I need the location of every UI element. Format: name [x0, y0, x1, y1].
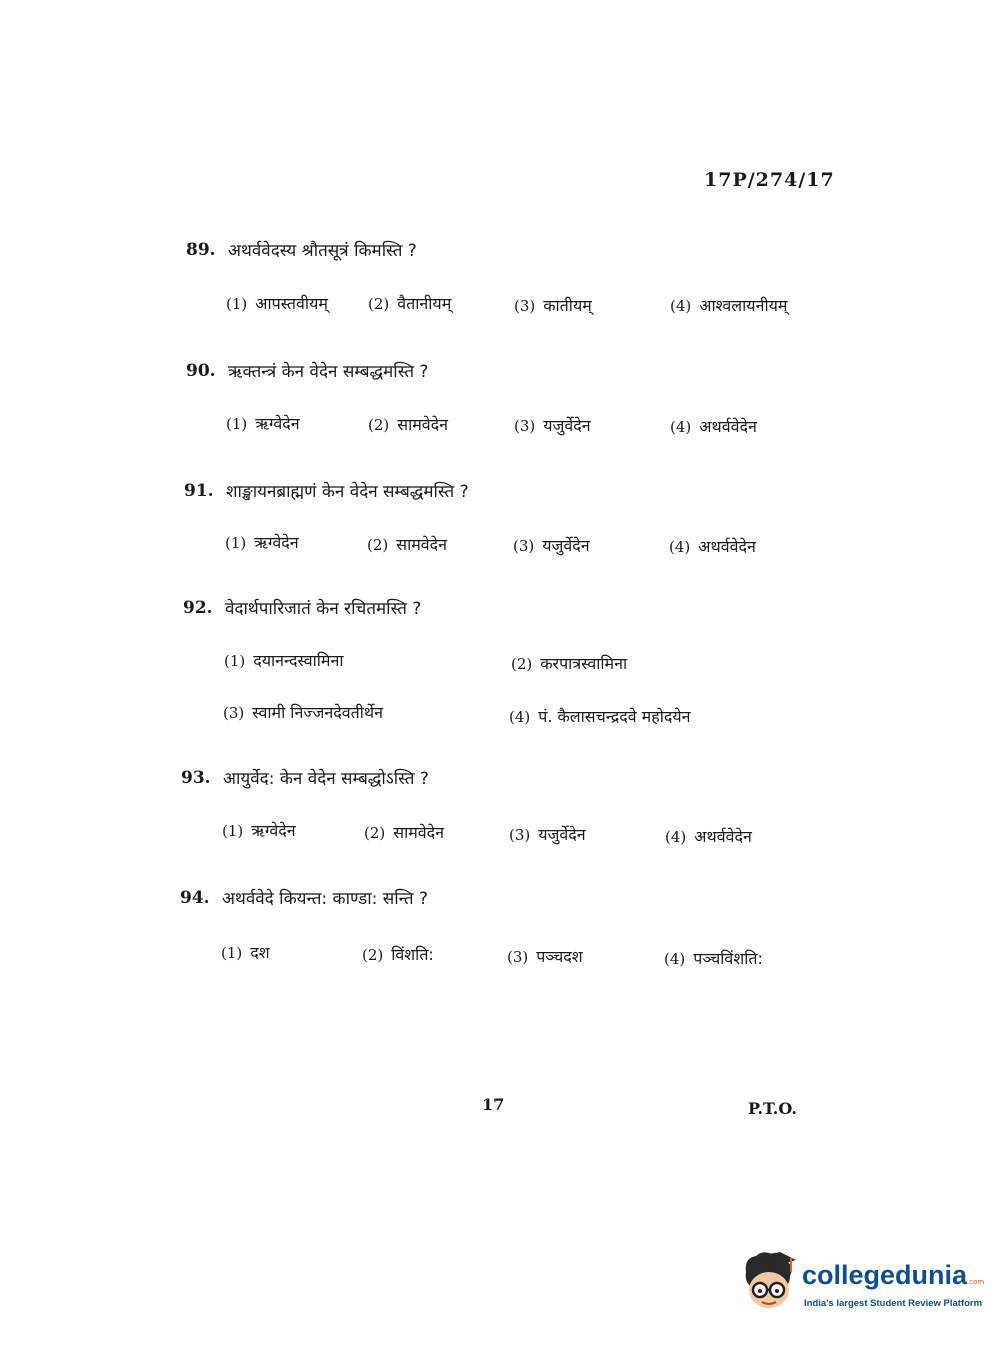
option-text: अथर्ववेदेन [694, 827, 752, 846]
option-number: (4) [509, 708, 531, 726]
option-number: (1) [222, 822, 244, 840]
option-2 [362, 943, 434, 965]
option-text: विंशति: [391, 945, 434, 964]
option-2 [511, 652, 627, 674]
option-number: (2) [368, 416, 390, 434]
option-text: ऋग्वेदेन [251, 821, 296, 840]
option-number: (2) [362, 946, 384, 964]
option-number: (3) [514, 417, 536, 435]
mascot-icon [740, 1250, 798, 1312]
paper-code: 17P/274/17 [704, 169, 835, 191]
option-2 [368, 413, 448, 435]
option-number: (2) [367, 536, 389, 554]
option-1 [222, 819, 296, 841]
option-number: (1) [226, 415, 248, 433]
option-text: पञ्चदश [536, 947, 583, 966]
option-3 [514, 414, 591, 436]
option-1 [226, 412, 300, 434]
option-number: (2) [364, 824, 386, 842]
option-text: ऋग्वेदेन [255, 414, 300, 433]
option-3 [507, 945, 583, 967]
option-text: आश्वलायनीयम् [699, 296, 788, 315]
option-number: (1) [224, 652, 246, 670]
question-number: 92. [183, 598, 213, 618]
question-number: 91. [184, 481, 214, 501]
question-text: ऋक्तन्त्रं केन वेदेन सम्बद्धमस्ति ? [228, 362, 429, 382]
option-number: (4) [670, 297, 692, 315]
option-number: (1) [226, 295, 248, 313]
option-number: (1) [225, 534, 247, 552]
watermark-logo [740, 1250, 985, 1320]
page-number: 17 [482, 1095, 505, 1114]
option-number: (1) [221, 944, 243, 962]
option-3 [513, 534, 590, 556]
option-number: (4) [670, 418, 692, 436]
option-text: ऋग्वेदेन [254, 533, 299, 552]
question-text: वेदार्थपारिजातं केन रचितमस्ति ? [225, 599, 422, 619]
option-3 [514, 294, 592, 316]
brand-name: collegedunia [802, 1260, 968, 1290]
option-text: कातीयम् [543, 296, 592, 315]
option-number: (3) [509, 826, 531, 844]
option-text: दयानन्दस्वामिना [253, 651, 344, 670]
option-text: सामवेदेन [393, 823, 445, 842]
option-3 [509, 823, 586, 845]
option-3 [223, 701, 383, 723]
option-1 [224, 649, 344, 671]
option-2 [367, 533, 447, 555]
option-text: सामवेदेन [397, 415, 449, 434]
option-number: (2) [511, 655, 533, 673]
option-4 [665, 825, 752, 847]
question-text: अथर्ववेदे कियन्त: काण्डा: सन्ति ? [222, 889, 428, 909]
option-number: (3) [223, 704, 245, 722]
brand-tagline: India's largest Student Review Platform [804, 1298, 983, 1309]
option-text: आपस्तवीयम् [255, 294, 328, 313]
brand-com: .com [967, 1278, 985, 1286]
question-number: 89. [186, 240, 216, 260]
option-number: (3) [507, 948, 529, 966]
option-4 [670, 294, 787, 316]
option-text: सामवेदेन [396, 535, 448, 554]
option-text: यजुर्वेदेन [543, 416, 591, 435]
option-number: (4) [665, 828, 687, 846]
option-number: (2) [368, 295, 390, 313]
option-1 [225, 531, 299, 553]
question-text: अथर्ववेदस्य श्रौतसूत्रं किमस्ति ? [228, 241, 417, 261]
question-number: 94. [180, 888, 210, 908]
option-4 [670, 415, 757, 437]
question-number: 90. [186, 361, 216, 381]
pto-label: P.T.O. [748, 1099, 797, 1118]
option-text: वैतानीयम् [397, 294, 452, 313]
option-1 [221, 941, 270, 963]
option-4 [664, 947, 763, 969]
option-text: अथर्ववेदेन [698, 537, 756, 556]
question-number: 93. [181, 768, 211, 788]
option-text: अथर्ववेदेन [699, 417, 757, 436]
option-number: (3) [514, 297, 536, 315]
question-text: शाङ्खायनब्राह्मणं केन वेदेन सम्बद्धमस्ति ? [226, 482, 469, 502]
option-1 [226, 292, 328, 314]
option-2 [368, 292, 451, 314]
option-2 [364, 821, 444, 843]
option-number: (4) [669, 538, 691, 556]
question-text: आयुर्वेद: केन वेदेन सम्बद्धोऽस्ति ? [223, 769, 429, 789]
option-text: पं. कैलासचन्द्रदवे महोदयेन [538, 707, 691, 726]
option-4 [669, 535, 756, 557]
option-number: (4) [664, 950, 686, 968]
option-number: (3) [513, 537, 535, 555]
option-text: यजुर्वेदेन [542, 536, 590, 555]
option-4 [509, 705, 691, 727]
option-text: दश [250, 943, 270, 962]
option-text: करपात्रस्वामिना [540, 654, 628, 673]
option-text: यजुर्वेदेन [538, 825, 586, 844]
option-text: पञ्चविंशति: [693, 949, 763, 968]
option-text: स्वामी निज्जनदेवतीर्थेन [252, 703, 384, 722]
